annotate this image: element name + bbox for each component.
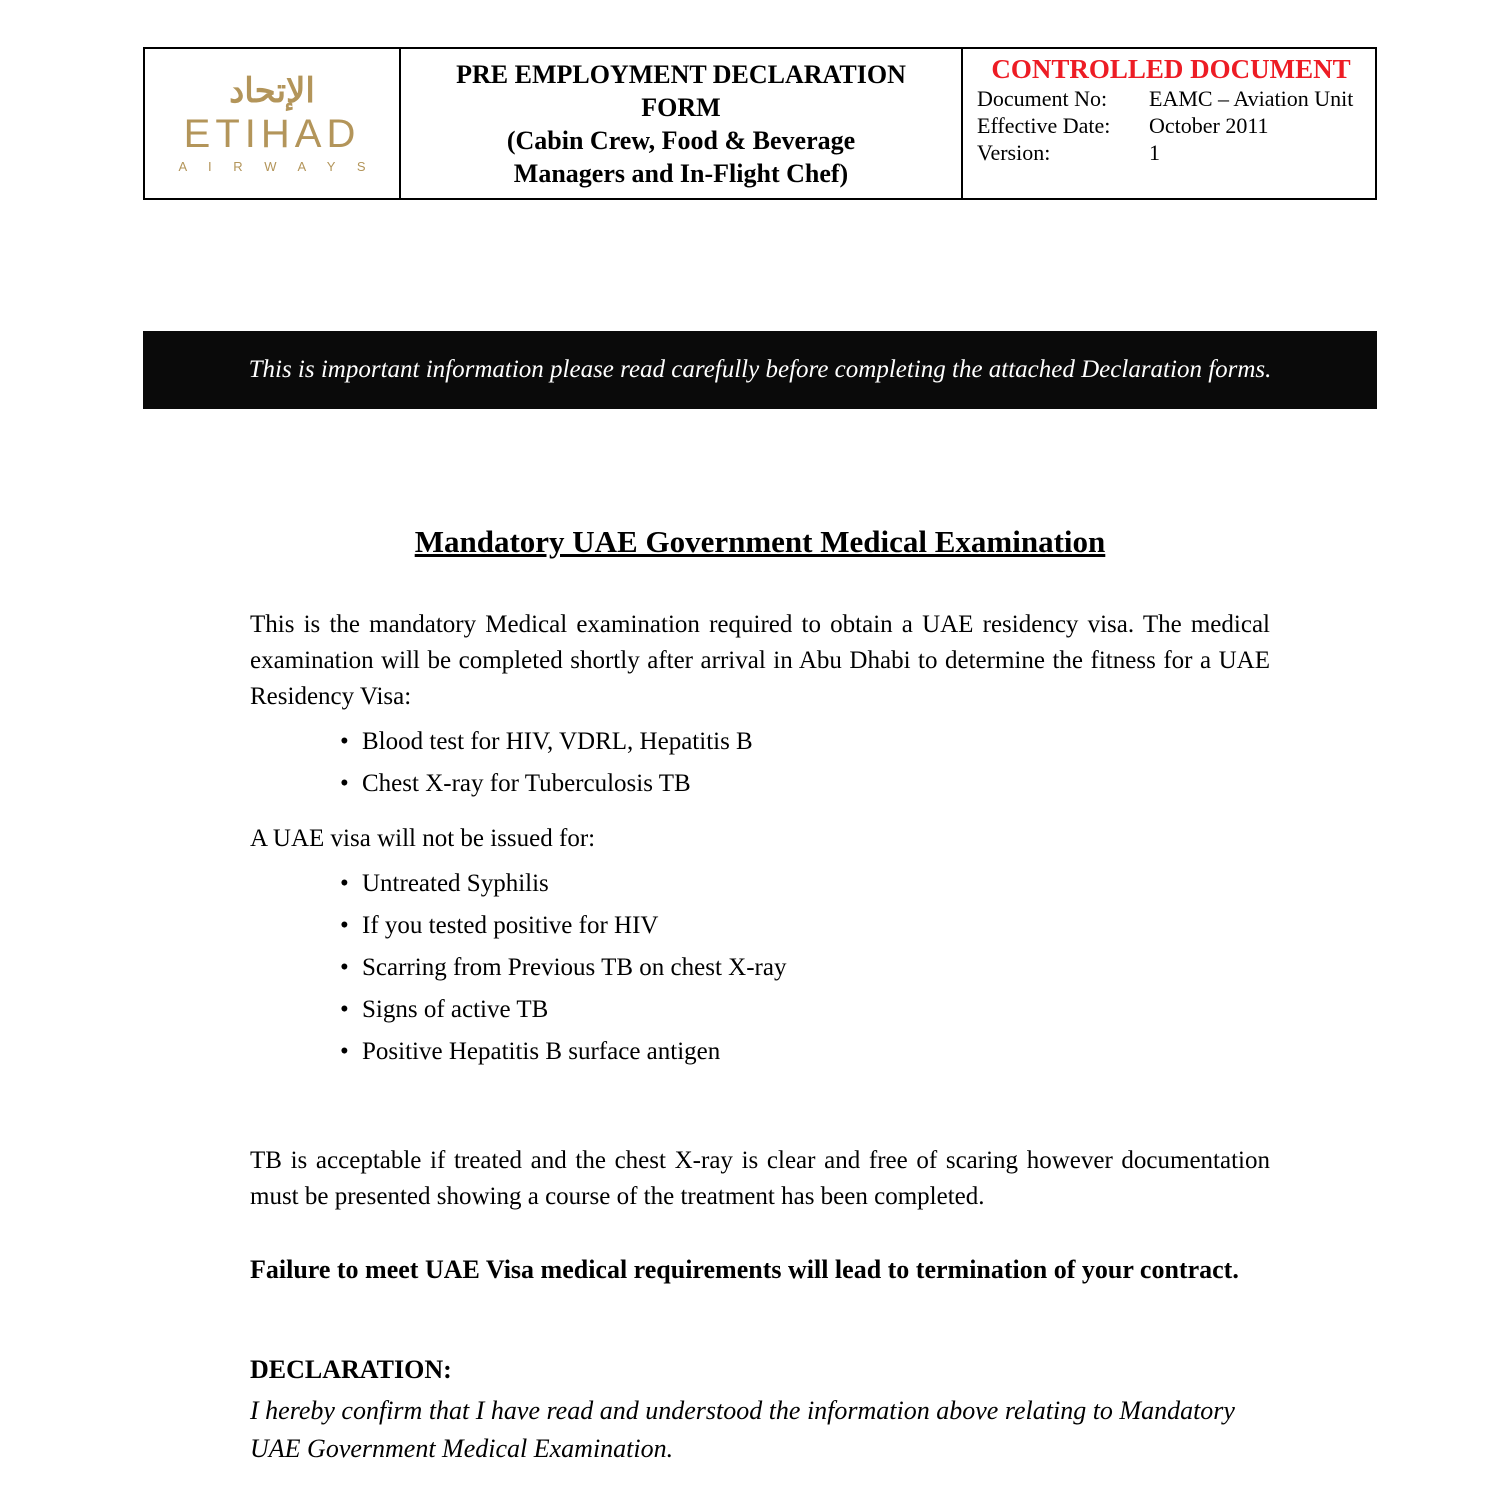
bullet-icon: •	[340, 912, 349, 939]
etihad-logo-arabic-icon: الإتحاد	[229, 72, 315, 110]
form-title-line3: Managers and In-Flight Chef)	[513, 158, 849, 188]
page-title: Mandatory UAE Government Medical Examination	[414, 524, 1106, 559]
list-item-text: Positive Hepatitis B surface antigen	[362, 1038, 721, 1065]
list-item	[250, 863, 1270, 905]
version-row	[977, 139, 1365, 166]
bullet-icon: •	[340, 870, 349, 897]
important-information-banner	[143, 331, 1377, 409]
list-item	[250, 905, 1270, 947]
list-item	[250, 721, 1270, 763]
effective-date-row	[977, 112, 1365, 139]
visa-refusal-conditions-list	[250, 863, 1270, 1073]
list-item-text: Signs of active TB	[362, 996, 549, 1023]
list-item-text: Chest X-ray for Tuberculosis TB	[362, 770, 691, 797]
list-item	[250, 947, 1270, 989]
document-header-table	[143, 47, 1377, 200]
list-item-text: Blood test for HIV, VDRL, Hepatitis B	[362, 728, 753, 755]
important-information-text: This is important information please read carefully before completing the attached Declaration forms.	[248, 356, 1272, 383]
list-item	[250, 989, 1270, 1031]
document-no-row	[977, 85, 1365, 112]
document-no-value: EAMC – Aviation Unit	[1149, 86, 1354, 111]
bullet-icon: •	[340, 728, 349, 755]
bullet-icon: •	[340, 1038, 349, 1065]
visa-not-issued-intro: A UAE visa will not be issued for:	[250, 825, 596, 852]
form-title-cell	[401, 49, 963, 198]
list-item	[250, 1031, 1270, 1073]
list-item-text: Scarring from Previous TB on chest X-ray	[362, 954, 787, 981]
etihad-logo-wordmark: ETIHAD	[183, 112, 361, 157]
list-item-text: Untreated Syphilis	[362, 870, 549, 897]
effective-date-value: October 2011	[1149, 113, 1269, 138]
version-label: Version:	[977, 140, 1051, 165]
list-item-text: If you tested positive for HIV	[362, 912, 659, 939]
bullet-icon: •	[340, 954, 349, 981]
document-no-label: Document No:	[977, 86, 1108, 111]
bullet-icon: •	[340, 996, 349, 1023]
declaration-statement: I hereby confirm that I have read and understood the information above relating to Mandatory UAE Government Medical Examination.	[250, 1396, 1235, 1463]
form-title-line2: (Cabin Crew, Food & Beverage	[506, 125, 856, 155]
document-control-cell	[963, 49, 1375, 198]
etihad-logo	[145, 49, 401, 198]
medical-tests-list	[250, 721, 1270, 805]
bullet-icon: •	[340, 770, 349, 797]
list-item	[250, 763, 1270, 805]
failure-warning-paragraph: Failure to meet UAE Visa medical requirements will lead to termination of your contract.	[250, 1255, 1239, 1284]
form-title-line1: PRE EMPLOYMENT DECLARATION FORM	[456, 59, 906, 122]
intro-paragraph: This is the mandatory Medical examination required to obtain a UAE residency visa. The medical examination will be completed shortly after arrival in Abu Dhabi to determine the fitness for a UAE Residency Visa:	[250, 611, 1270, 710]
effective-date-label: Effective Date:	[977, 113, 1111, 138]
declaration-heading: DECLARATION:	[250, 1355, 452, 1384]
controlled-document-label: CONTROLLED DOCUMENT	[991, 54, 1351, 84]
tb-acceptable-paragraph: TB is acceptable if treated and the chest X-ray is clear and free of scaring however documentation must be presented showing a course of the treatment has been completed.	[250, 1147, 1270, 1210]
version-value: 1	[1149, 140, 1160, 165]
etihad-logo-airways-text: A I R W A Y S	[178, 159, 375, 175]
document-body	[250, 522, 1270, 1468]
